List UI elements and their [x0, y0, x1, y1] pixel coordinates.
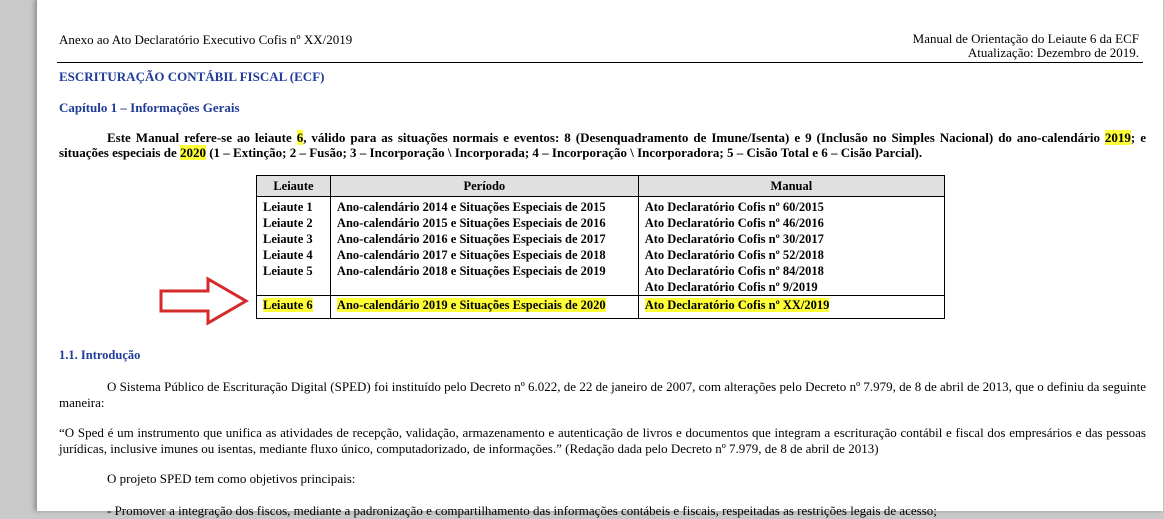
- cell-periodo: Ano-calendário 2017 e Situações Especiais de 2018: [330, 247, 638, 263]
- table-row: [257, 263, 945, 296]
- document-title: ESCRITURAÇÃO CONTÁBIL FISCAL (ECF): [59, 69, 325, 84]
- table-row-highlighted: [257, 296, 945, 319]
- header-left: Anexo ao Ato Declaratório Executivo Cofis nº XX/2019: [59, 32, 353, 47]
- table-row: [257, 215, 945, 231]
- cell-periodo: Ano-calendário 2015 e Situações Especiais de 2016: [330, 215, 638, 231]
- body-paragraph-text: O projeto SPED tem como objetivos principais:: [107, 471, 356, 486]
- cell-periodo-highlight: Ano-calendário 2019 e Situações Especiais de 2020: [336, 298, 606, 312]
- intro-paragraph: [59, 130, 1146, 160]
- cell-manual: [638, 296, 944, 319]
- col-header-manual: Manual: [638, 176, 944, 197]
- document-page: [36, 0, 1163, 518]
- header-right-line1: Manual de Orientação do Leiaute 6 da ECF: [912, 31, 1139, 46]
- list-item-text: - Promover a integração dos fiscos, mediante a padronização e compartilhamento das informações contábeis e fiscais, respeitadas as restrições legais de acesso;: [107, 503, 937, 518]
- cell-leiaute-highlight: Leiaute 6: [263, 298, 313, 312]
- cell-manual: Ato Declaratório Cofis nº 52/2018: [638, 247, 944, 263]
- cell-manual-highlight: Ato Declaratório Cofis nº XX/2019: [644, 298, 830, 312]
- red-arrow-icon: [158, 276, 250, 326]
- cell-periodo: Ano-calendário 2018 e Situações Especiais de 2019: [330, 263, 638, 296]
- header-rule: [57, 62, 1143, 63]
- body-paragraph: [59, 471, 1146, 487]
- table-row: [257, 231, 945, 247]
- list-item: [59, 503, 1146, 519]
- cell-manual: [638, 263, 944, 296]
- section-heading-introducao: 1.1. Introdução: [59, 348, 141, 362]
- intro-text-4: (1 – Extinção; 2 – Fusão; 3 – Incorporação \ Incorporada; 4 – Incorporação \ Incorporadora; 5 – Cisão Total e 6 – Cisão Parcial).: [205, 145, 923, 160]
- chapter-heading: Capítulo 1 – Informações Gerais: [59, 100, 240, 115]
- intro-text-2: , válido para as situações normais e eventos: 8 (Desenquadramento de Imune/Isenta) e 9 (Inclusão no Simples Nacional) do ano-calendário: [303, 130, 1105, 145]
- cell-manual: Ato Declaratório Cofis nº 30/2017: [638, 231, 944, 247]
- intro-highlight-6: 6: [296, 130, 304, 145]
- table-header-row: [257, 176, 945, 197]
- cell-periodo: [330, 296, 638, 319]
- table-row: [257, 247, 945, 263]
- cell-periodo: Ano-calendário 2014 e Situações Especiais de 2015: [330, 197, 638, 216]
- cell-leiaute: [257, 296, 331, 319]
- cell-leiaute: Leiaute 4: [257, 247, 331, 263]
- header-right: [913, 32, 1139, 60]
- cell-manual: Ato Declaratório Cofis nº 60/2015: [638, 197, 944, 216]
- intro-text-3: ; e situações especiais de: [59, 130, 1146, 160]
- table-row: [257, 197, 945, 216]
- cell-leiaute: Leiaute 5: [257, 263, 331, 296]
- cell-manual: Ato Declaratório Cofis nº 46/2016: [638, 215, 944, 231]
- cell-manual-line1: Ato Declaratório Cofis nº 84/2018: [644, 264, 824, 278]
- cell-manual-line2: Ato Declaratório Cofis nº 9/2019: [644, 280, 818, 294]
- cell-leiaute: Leiaute 3: [257, 231, 331, 247]
- header-right-line2: Atualização: Dezembro de 2019.: [967, 45, 1139, 60]
- cell-leiaute: Leiaute 2: [257, 215, 331, 231]
- col-header-periodo: Período: [330, 176, 638, 197]
- cell-leiaute: Leiaute 1: [257, 197, 331, 216]
- cell-periodo: Ano-calendário 2016 e Situações Especiais de 2017: [330, 231, 638, 247]
- body-paragraph-text: O Sistema Público de Escrituração Digital (SPED) foi instituído pelo Decreto nº 6.022, de 22 de janeiro de 2007, com alterações pelo Decreto nº 7.979, de 8 de abril de 2013, que o definiu da seguinte maneira:: [59, 379, 1146, 410]
- leiautes-table: [256, 175, 945, 319]
- intro-highlight-2019: 2019: [1104, 130, 1131, 145]
- intro-text-1: Este Manual refere-se ao leiaute: [107, 130, 297, 145]
- quote-paragraph: “O Sped é um instrumento que unifica as atividades de recepção, validação, armazenamento e autenticação de livros e documentos que integram a escrituração contábil e fiscal dos empresários e das pessoas jurídicas, inclusive imunes ou isentas, mediante fluxo único, computadorizado, de informações.” (Redação dada pelo Decreto nº 7.979, de 8 de abril de 2013): [59, 425, 1146, 456]
- col-header-leiaute: Leiaute: [257, 176, 331, 197]
- intro-highlight-2020: 2020: [179, 145, 206, 160]
- body-paragraph: [59, 379, 1146, 411]
